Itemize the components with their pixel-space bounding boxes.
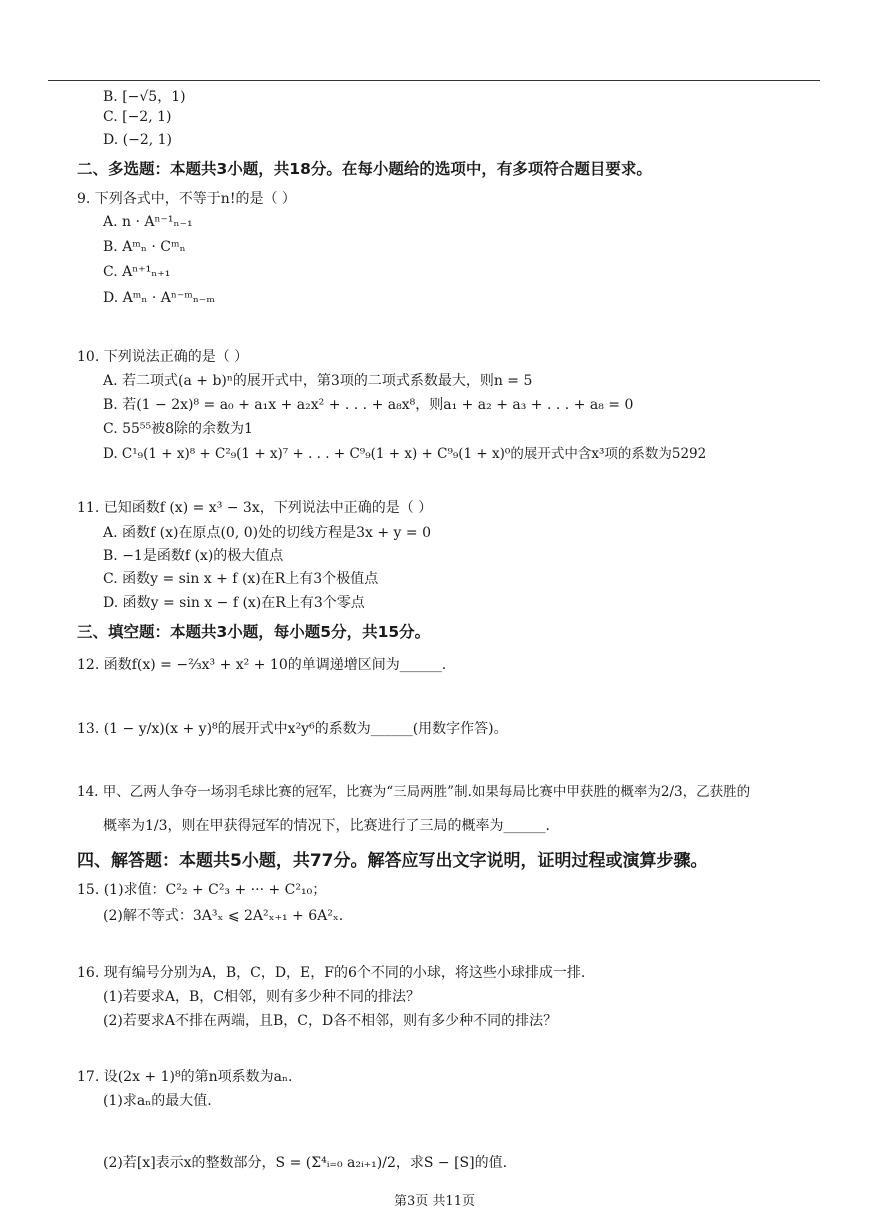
- section-2-heading: 二、多选题：本题共3小题，共18分。在每小题给的选项中，有多项符合题目要求。: [77, 160, 652, 178]
- top-rule: [48, 80, 820, 81]
- option-c: C. [−2, 1): [103, 109, 172, 125]
- question-10-option-a: A. 若二项式(a + b)ⁿ的展开式中，第3项的二项式系数最大，则n = 5: [103, 373, 533, 389]
- question-17-part-2: (2)若[x]表示x的整数部分，S = (Σ⁴ᵢ₌₀ a₂ᵢ₊₁)/2，求S − [S]的值.: [103, 1155, 508, 1171]
- question-11-stem: 11. 已知函数f (x) = x³ − 3x，下列说法中正确的是（ ）: [77, 500, 433, 516]
- section-4-heading: 四、解答题：本题共5小题，共77分。解答应写出文字说明，证明过程或演算步骤。: [77, 851, 708, 871]
- question-11-option-d: D. 函数y = sin x − f (x)在R上有3个零点: [103, 595, 365, 611]
- question-12: 12. 函数f(x) = −⅔x³ + x² + 10的单调递增区间为______.: [77, 657, 447, 673]
- question-9-stem: 9. 下列各式中，不等于n!的是（ ）: [77, 191, 296, 207]
- question-11-option-b: B. −1是函数f (x)的极大值点: [103, 548, 284, 564]
- page-footer: 第3页 共11页: [394, 1194, 475, 1209]
- question-10-option-b: B. 若(1 − 2x)⁸ = a₀ + a₁x + a₂x² + . . . + a₈x⁸，则a₁ + a₂ + a₃ + . . . + a₈ = 0: [103, 397, 634, 413]
- question-13: 13. (1 − y/x)(x + y)⁸的展开式中x²y⁶的系数为______(用数字作答)。: [77, 721, 508, 737]
- question-9-option-c: C. Aⁿ⁺¹ₙ₊₁: [103, 264, 171, 280]
- question-15-part-2: (2)解不等式：3A³ₓ ⩽ 2A²ₓ₊₁ + 6A²ₓ.: [103, 908, 344, 924]
- question-10-option-d: D. C¹₉(1 + x)⁸ + C²₉(1 + x)⁷ + . . . + C⁹₉(1 + x) + C⁹₉(1 + x)⁰的展开式中含x³项的系数为5292: [103, 446, 707, 462]
- question-15-part-1: 15. (1)求值：C²₂ + C²₃ + ··· + C²₁₀；: [77, 882, 327, 898]
- question-9-option-d: D. Aᵐₙ · Aⁿ⁻ᵐₙ₋ₘ: [103, 290, 215, 306]
- option-d: D. (−2, 1): [103, 132, 172, 148]
- option-b: B. [−√5，1): [103, 89, 186, 105]
- question-10-option-c: C. 55⁵⁵被8除的余数为1: [103, 421, 253, 437]
- question-16-stem: 16. 现有编号分别为A，B，C，D，E，F的6个不同的小球，将这些小球排成一排.: [77, 965, 586, 981]
- question-17-part-1: (1)求aₙ的最大值.: [103, 1093, 212, 1109]
- question-16-part-1: (1)若要求A，B，C相邻，则有多少种不同的排法？: [103, 989, 420, 1005]
- question-11-option-c: C. 函数y = sin x + f (x)在R上有3个极值点: [103, 571, 379, 587]
- question-9-option-a: A. n · Aⁿ⁻¹ₙ₋₁: [103, 214, 193, 230]
- question-11-option-a: A. 函数f (x)在原点(0, 0)处的切线方程是3x + y = 0: [103, 525, 431, 541]
- question-17-stem: 17. 设(2x + 1)⁸的第n项系数为aₙ.: [77, 1069, 293, 1085]
- question-10-stem: 10. 下列说法正确的是（ ）: [77, 349, 249, 365]
- question-9-option-b: B. Aᵐₙ · Cᵐₙ: [103, 239, 186, 255]
- question-14-line-1: 14. 甲、乙两人争夺一场羽毛球比赛的冠军，比赛为“三局两胜”制.如果每局比赛中甲获胜的概率为2/3，乙获胜的: [77, 784, 751, 800]
- section-3-heading: 三、填空题：本题共3小题，每小题5分，共15分。: [77, 623, 431, 641]
- question-16-part-2: (2)若要求A不排在两端，且B，C，D各不相邻，则有多少种不同的排法？: [103, 1013, 558, 1029]
- question-14-line-2: 概率为1/3，则在甲获得冠军的情况下，比赛进行了三局的概率为______.: [103, 818, 550, 834]
